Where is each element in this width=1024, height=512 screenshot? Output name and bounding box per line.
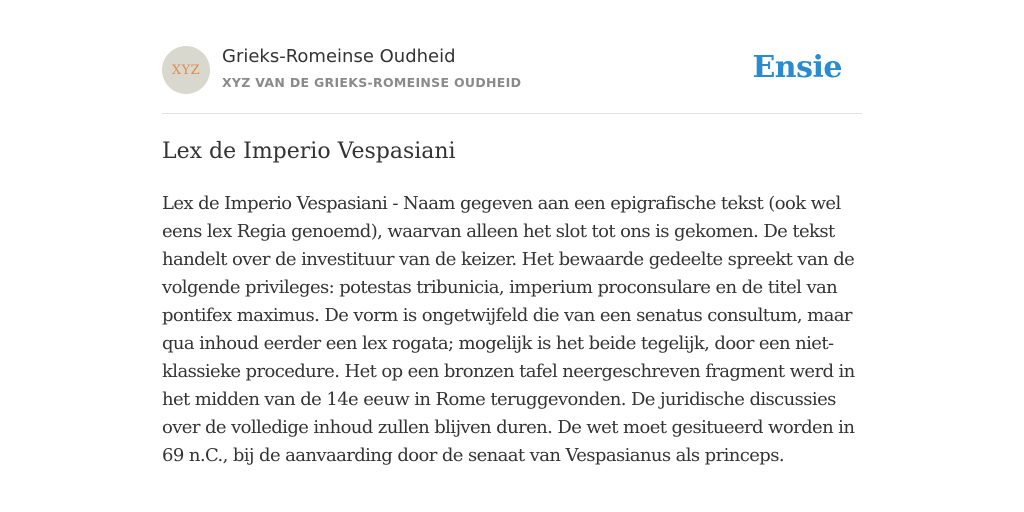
entry-body: Lex de Imperio Vespasiani - Naam gegeven aan een epigrafische tekst (ook wel eens lex Regia genoemd), waarvan alleen het slot tot ons is gekomen. De tekst handelt over de investituur van de keizer. Het bewaarde gedeelte spreekt van de volgende privileges: potestas tribunicia, imperium proconsulare en de titel van pontifex maximus. De vorm is ongetwijfeld die van een senatus consultum, maar qua inhoud eerder een lex rogata; mogelijk is het beide tegelijk, door een niet-klassieke procedure. Het op een bronzen tafel neergeschreven fragment werd in het midden van de 14e eeuw in Rome teruggevonden. De juridische discussies over de volledige inhoud zullen blijven duren. De wet moet gesitueerd worden in 69 n.C., bij de aanvaarding door de senaat van Vespasianus als princeps. xyxy=(162,193,855,466)
entry-header xyxy=(162,0,862,114)
source-title[interactable]: Grieks-Romeinse Oudheid xyxy=(222,46,456,67)
source-subtitle: XYZ VAN DE GRIEKS-ROMEINSE OUDHEID xyxy=(222,75,522,90)
entry-card xyxy=(162,0,862,466)
entry-title: Lex de Imperio Vespasiani xyxy=(162,139,456,164)
ensie-logo[interactable]: Ensie xyxy=(752,50,842,85)
source-avatar-text: XYZ xyxy=(171,62,201,78)
source-avatar[interactable] xyxy=(162,46,210,94)
